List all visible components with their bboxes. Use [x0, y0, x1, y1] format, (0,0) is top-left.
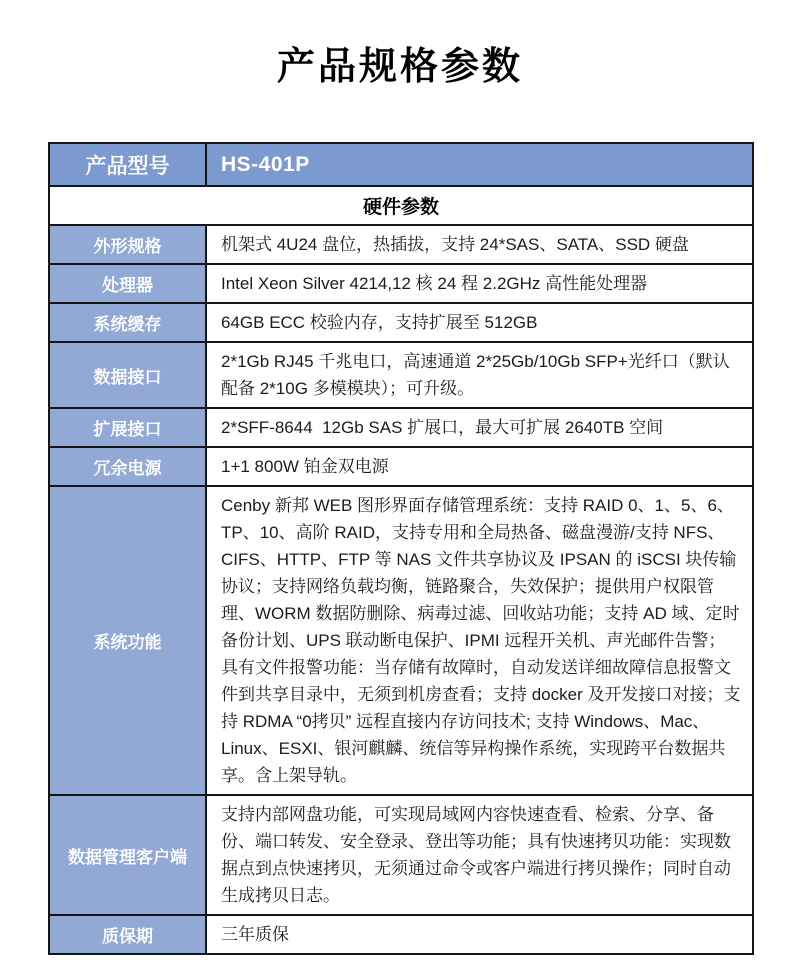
model-header-label: 产品型号 — [50, 144, 207, 185]
spec-value — [207, 265, 752, 302]
spec-value-text: 2*SFF-8644 12Gb SAS 扩展口，最大可扩展 2640TB 空间 — [221, 418, 664, 437]
spec-value-text: Intel Xeon Silver 4214,12 核 24 程 2.2GHz 高性能处理器 — [221, 274, 648, 293]
spec-label: 系统缓存 — [50, 304, 207, 341]
spec-label: 外形规格 — [50, 226, 207, 263]
table-row-redundant-power — [50, 446, 752, 485]
table-row-model — [50, 144, 752, 185]
spec-value — [207, 343, 752, 407]
spec-value-text: 机架式 4U24 盘位，热插拔，支持 24*SAS、SATA、SSD 硬盘 — [221, 235, 689, 254]
spec-value — [207, 226, 752, 263]
page-title: 产品规格参数 — [276, 46, 523, 88]
spec-label: 处理器 — [50, 265, 207, 302]
table-row-data-interface — [50, 341, 752, 407]
spec-label: 数据接口 — [50, 343, 207, 407]
spec-value-text: 三年质保 — [221, 925, 289, 944]
table-row-form-factor — [50, 224, 752, 263]
table-row-processor — [50, 263, 752, 302]
spec-label: 系统功能 — [50, 487, 207, 794]
table-row-system-features — [50, 485, 752, 794]
table-row-expansion-interface — [50, 407, 752, 446]
spec-value-text: 1+1 800W 铂金双电源 — [221, 457, 389, 476]
table-row-warranty — [50, 914, 752, 953]
spec-label: 扩展接口 — [50, 409, 207, 446]
spec-value-text: 支持内部网盘功能，可实现局域网内容快速查看、检索、分享、备份、端口转发、安全登录、登出等功能；具有快速拷贝功能：实现数据点到点快速拷贝，无须通过命令或客户端进行拷贝操作；同时自动生成拷贝日志。 — [221, 805, 731, 905]
spec-table — [48, 142, 754, 955]
model-number-text: HS-401P — [221, 153, 310, 176]
spec-value-text: 2*1Gb RJ45 千兆电口，高速通道 2*25Gb/10Gb SFP+光纤口（默认配备 2*10G 多模模块）；可升级。 — [221, 352, 730, 398]
spec-value-text: 64GB ECC 校验内存，支持扩展至 512GB — [221, 313, 538, 332]
section-header-hardware: 硬件参数 — [50, 185, 752, 224]
spec-label: 数据管理客户端 — [50, 796, 207, 914]
spec-value — [207, 448, 752, 485]
table-row-system-cache — [50, 302, 752, 341]
spec-value-text: Cenby 新邦 WEB 图形界面存储管理系统：支持 RAID 0、1、5、6、TP、10、高阶 RAID，支持专用和全局热备、磁盘漫游/支持 NFS、CIFS、HTTP、FTP 等 NAS 文件共享协议及 IPSAN 的 iSCSI 块传输协议；支持网络负载均衡，链路聚合，失效保护；提供用户权限管理、WORM 数据防删除、病毒过滤、回收站功能；支持 AD 域、定时备份计划、UPS 联动断电保护、IPMI 远程开关机、声光邮件告警；具有文件报警功能：当存储有故障时，自动发送详细故障信息报警文件到共享目录中，无须到机房查看；支持 docker 及开发接口对接；支持 RDMA “0拷贝” 远程直接内存访问技术; 支持 Windows、Mac、Linux、ESXI、银河麒麟、统信等异构操作系统，实现跨平台数据共享。含上架导轨。 — [221, 496, 741, 785]
spec-label: 冗余电源 — [50, 448, 207, 485]
spec-value — [207, 409, 752, 446]
table-row-data-client — [50, 794, 752, 914]
model-number — [207, 144, 752, 185]
spec-value — [207, 796, 752, 914]
spec-value — [207, 487, 752, 794]
spec-value — [207, 916, 752, 953]
spec-value — [207, 304, 752, 341]
spec-label: 质保期 — [50, 916, 207, 953]
